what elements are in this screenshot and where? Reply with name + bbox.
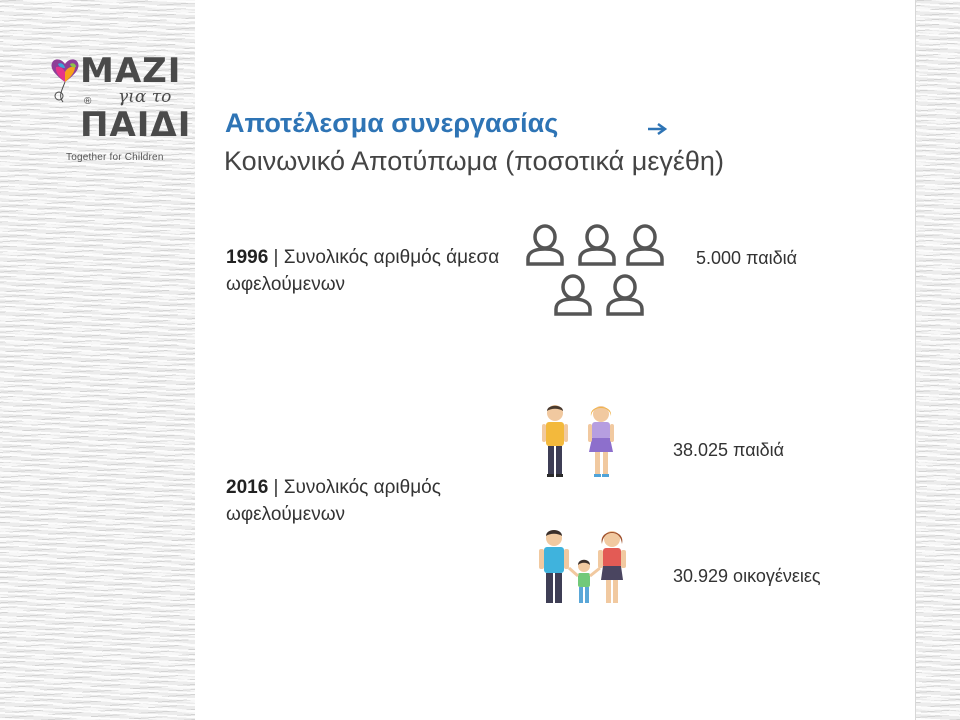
label-2016-text: Συνολικός αριθμός ωφελούμενων [226,477,441,525]
value-2016-families: 30.929 οικογένειες [673,566,821,586]
children-icon [538,402,622,480]
separator: | [268,247,284,268]
family-icon [534,526,634,610]
logo-word-paidi: ΠΑΙΔΙ [80,105,192,145]
year-1996: 1996 [226,247,269,268]
arrow-right-icon [647,122,669,136]
logo-tagline: Together for Children [66,152,164,163]
year-2016: 2016 [226,477,269,498]
slide-title: Αποτέλεσμα συνεργασίας [225,108,559,138]
separator: | [268,477,284,498]
right-texture-panel [915,0,960,720]
label-2016 [226,474,486,528]
heart-logo-icon [50,58,80,104]
logo-word-gia-to: για το [118,87,172,107]
value-2016-children: 38.025 παιδιά [673,440,785,460]
logo [48,51,192,169]
logo-registered-mark: ® [84,96,92,107]
value-1996-children: 5.000 παιδιά [696,248,798,268]
slide-subtitle: Κοινωνικό Αποτύπωμα (ποσοτικά μεγέθη) [224,146,724,176]
users-group-icon [522,222,672,322]
logo-word-mazi: ΜΑΖΙ [80,51,182,91]
label-1996-text: Συνολικός αριθμός άμεσα ωφελούμενων [226,247,500,295]
label-1996 [226,244,506,298]
